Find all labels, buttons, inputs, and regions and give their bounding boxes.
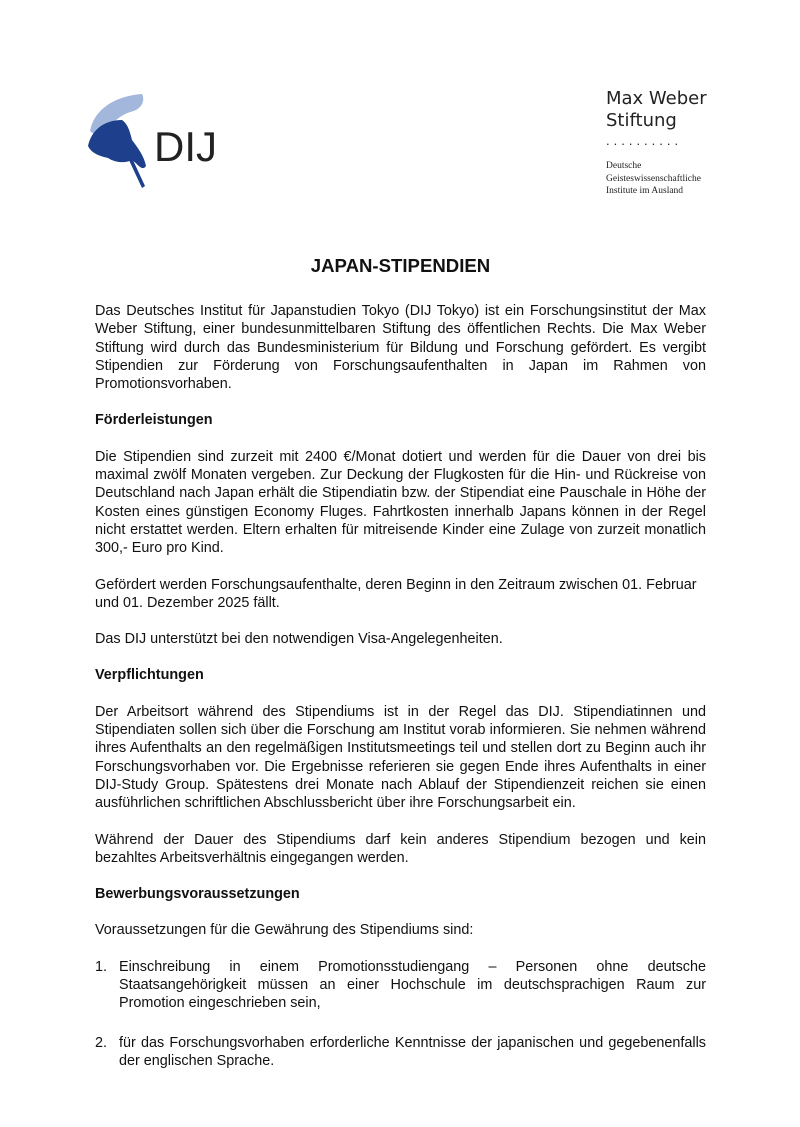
verpflichtungen-paragraph-1: Der Arbeitsort während des Stipendiums ist in der Regel das DIJ. Stipendiatinnen und Stipendiaten sollen sich über die Forschung am Institut vorab informieren. Sie nehmen während ihres Aufenthalts an den regelmäßigen Institutsmeetings teil und stellen dort zu Beginn auch ihr Forschungsvorhaben vor. Die Ergebnisse referieren sie gegen Ende ihres Aufenthalts in einer DIJ-Study Group. Spätestens drei Monate nach Ablauf der Stipendienzeit reichen sie einen ausführlichen schriftlichen Abschlussbericht über ihre Forschungsarbeit ein.	[95, 703, 706, 812]
document-title: JAPAN-STIPENDIEN	[310, 255, 491, 276]
mws-name-line1: Max Weber	[606, 88, 707, 109]
list-item-text: Einschreibung in einem Promotionsstudiengang – Personen ohne deutsche Staatsangehörigkeit müssen an einer Hochschule im deutschsprachigen Raum zur Promotion eingeschrieben sein,	[119, 958, 706, 1012]
dij-logo	[84, 88, 229, 193]
foerderleistungen-paragraph-1: Die Stipendien sind zurzeit mit 2400 €/Monat dotiert und werden für die Dauer von drei bis maximal zwölf Monaten vergeben. Zur Deckung der Flugkosten für die Hin- und Rückreise von Deutschland nach Japan erhält die Stipendiatin bzw. der Stipendiat eine Pauschale in Höhe der Kosten eines günstigen Economy Fluges. Fahrtkosten innerhalb Japans können in der Regel nicht erstattet werden. Eltern erhalten für mitreisende Kinder eine Zulage von zurzeit monatlich 300,- Euro pro Kind.	[95, 448, 706, 557]
bewerbungsvoraussetzungen-intro: Voraussetzungen für die Gewährung des Stipendiums sind:	[95, 922, 474, 939]
foerderleistungen-paragraph-3: Das DIJ unterstützt bei den notwendigen Visa-Angelegenheiten.	[95, 631, 503, 648]
max-weber-stiftung-logo	[606, 88, 756, 198]
document-body	[95, 254, 706, 1091]
mws-dots: ..........	[606, 133, 683, 148]
requirements-list	[95, 958, 706, 1070]
section-heading-bewerbungsvoraussetzungen: Bewerbungsvoraussetzungen	[95, 886, 300, 903]
section-heading-foerderleistungen: Förderleistungen	[95, 412, 213, 429]
list-item	[95, 958, 706, 1013]
mws-sub-line1: Deutsche	[606, 161, 642, 171]
list-item-number: 2.	[95, 1034, 108, 1051]
list-item	[95, 1034, 706, 1071]
intro-paragraph: Das Deutsches Institut für Japanstudien Tokyo (DIJ Tokyo) ist ein Forschungsinstitut der Max Weber Stiftung, einer bundesunmittelbaren Stiftung des öffentlichen Rechts. Die Max Weber Stiftung wird durch das Bundesministerium für Bildung und Forschung gefördert. Es vergibt Stipendien zur Förderung von Forschungsaufenthalten in Japan im Rahmen von Promotionsvorhaben.	[95, 303, 706, 393]
dij-logo-text: DIJ	[154, 123, 217, 170]
foerderleistungen-paragraph-2: Gefördert werden Forschungsaufenthalte, deren Beginn in den Zeitraum zwischen 01. Februar und 01. Dezember 2025 fällt.	[95, 576, 697, 611]
list-item-number: 1.	[95, 958, 108, 975]
mws-subtitle	[606, 160, 756, 198]
ginkgo-leaf-icon	[88, 94, 146, 188]
mws-sub-line2: Geisteswissenschaftliche	[606, 173, 701, 184]
section-heading-verpflichtungen: Verpflichtungen	[95, 667, 204, 684]
mws-name-line2: Stiftung	[606, 110, 677, 131]
verpflichtungen-paragraph-2: Während der Dauer des Stipendiums darf kein anderes Stipendium bezogen und kein bezahltes Arbeitsverhältnis eingegangen werden.	[95, 831, 706, 866]
list-item-text: für das Forschungsvorhaben erforderliche Kenntnisse der japanischen und gegebenenfalls der englischen Sprache.	[119, 1034, 706, 1069]
mws-sub-line3: Institute im Ausland	[606, 186, 684, 196]
